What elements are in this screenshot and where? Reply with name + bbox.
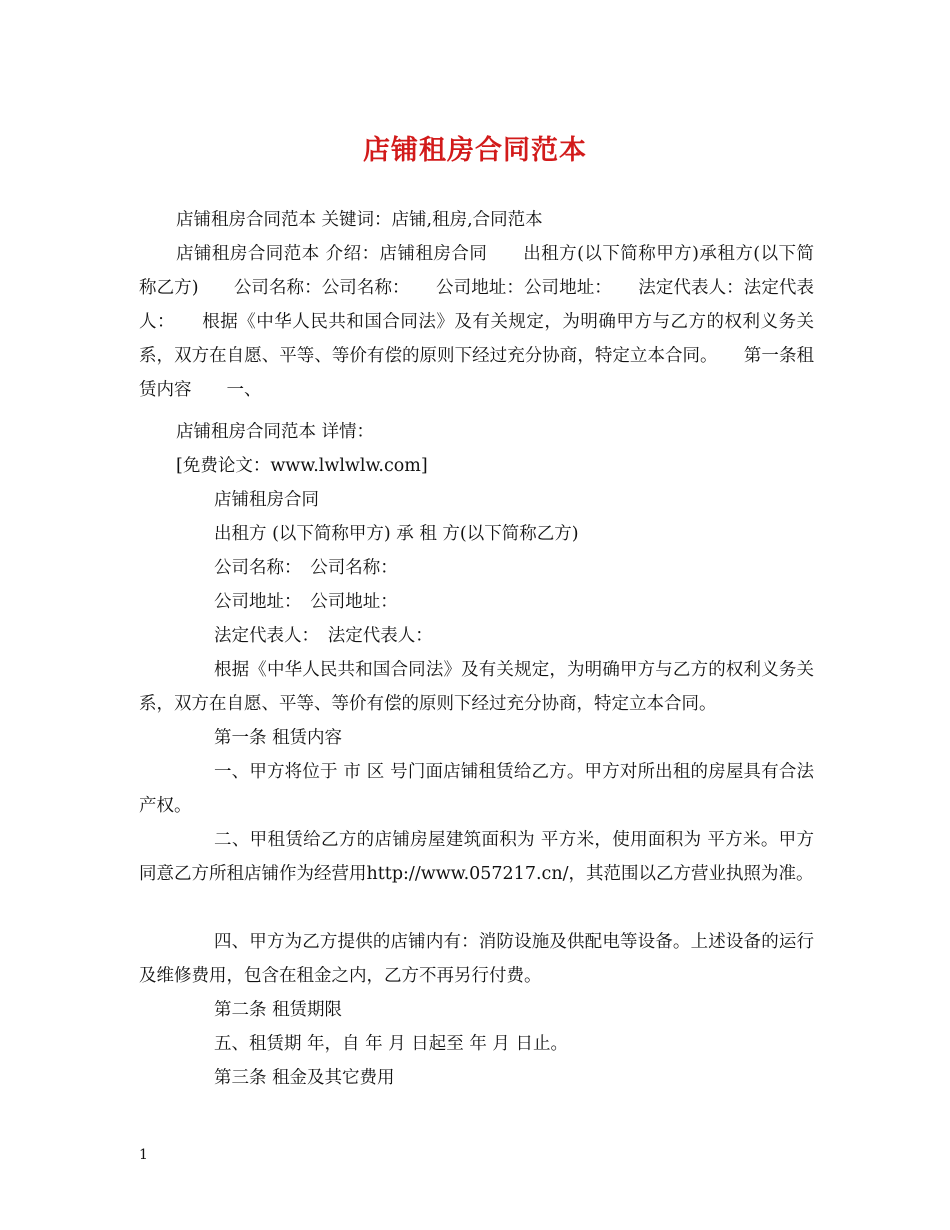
intro-paragraph: 店铺租房合同范本 介绍：店铺租房合同 出租方(以下简称甲方)承租方(以下简称乙方) 公司名称：公司名称： 公司地址：公司地址： 法定代表人：法定代表人： 根据《中华人民共和国合同法》及有关规定，为明确甲方与乙方的权利义务关系，双方在自愿、平等、等价有偿的原则下经过充分协商，特定立本合同。 第一条租赁内容 一、: [139, 244, 814, 400]
details-line: 店铺租房合同范本 详情：: [176, 422, 375, 442]
legal-representative-line: 法定代表人： 法定代表人：: [214, 626, 433, 646]
document-title: 店铺租房合同范本: [363, 135, 587, 166]
clause-5: 五、租赁期 年，自 年 月 日起至 年 月 日止。: [214, 1034, 568, 1054]
clause-2: 二、甲租赁给乙方的店铺房屋建筑面积为 平方米，使用面积为 平方米。甲方同意乙方所租店铺作为经营用http://www.057217.cn/，其范围以乙方营业执照为准。: [139, 830, 814, 884]
contract-title: 店铺租房合同: [214, 490, 319, 510]
article-2-heading: 第二条 租赁期限: [214, 1000, 343, 1020]
clause-4: 四、甲方为乙方提供的店铺内有：消防设施及供配电等设备。上述设备的运行及维修费用，包含在租金之内，乙方不再另行付费。: [139, 932, 814, 986]
clause-1: 一、甲方将位于 市 区 号门面店铺租赁给乙方。甲方对所出租的房屋具有合法产权。: [139, 762, 814, 816]
company-address-line: 公司地址： 公司地址：: [214, 592, 398, 612]
basis-paragraph: 根据《中华人民共和国合同法》及有关规定，为明确甲方与乙方的权利义务关系，双方在自愿、平等、等价有偿的原则下经过充分协商，特定立本合同。: [139, 660, 814, 714]
keywords-line: 店铺租房合同范本 关键词：店铺,租房,合同范本: [176, 210, 543, 230]
parties-line: 出租方 (以下简称甲方) 承 租 方(以下简称乙方): [214, 524, 579, 544]
free-paper-line: [免费论文：www.lwlwlw.com]: [176, 456, 428, 476]
company-name-line: 公司名称： 公司名称：: [214, 558, 398, 578]
article-1-heading: 第一条 租赁内容: [214, 728, 343, 748]
article-3-heading: 第三条 租金及其它费用: [214, 1068, 395, 1088]
page-number: 1: [139, 1147, 148, 1163]
